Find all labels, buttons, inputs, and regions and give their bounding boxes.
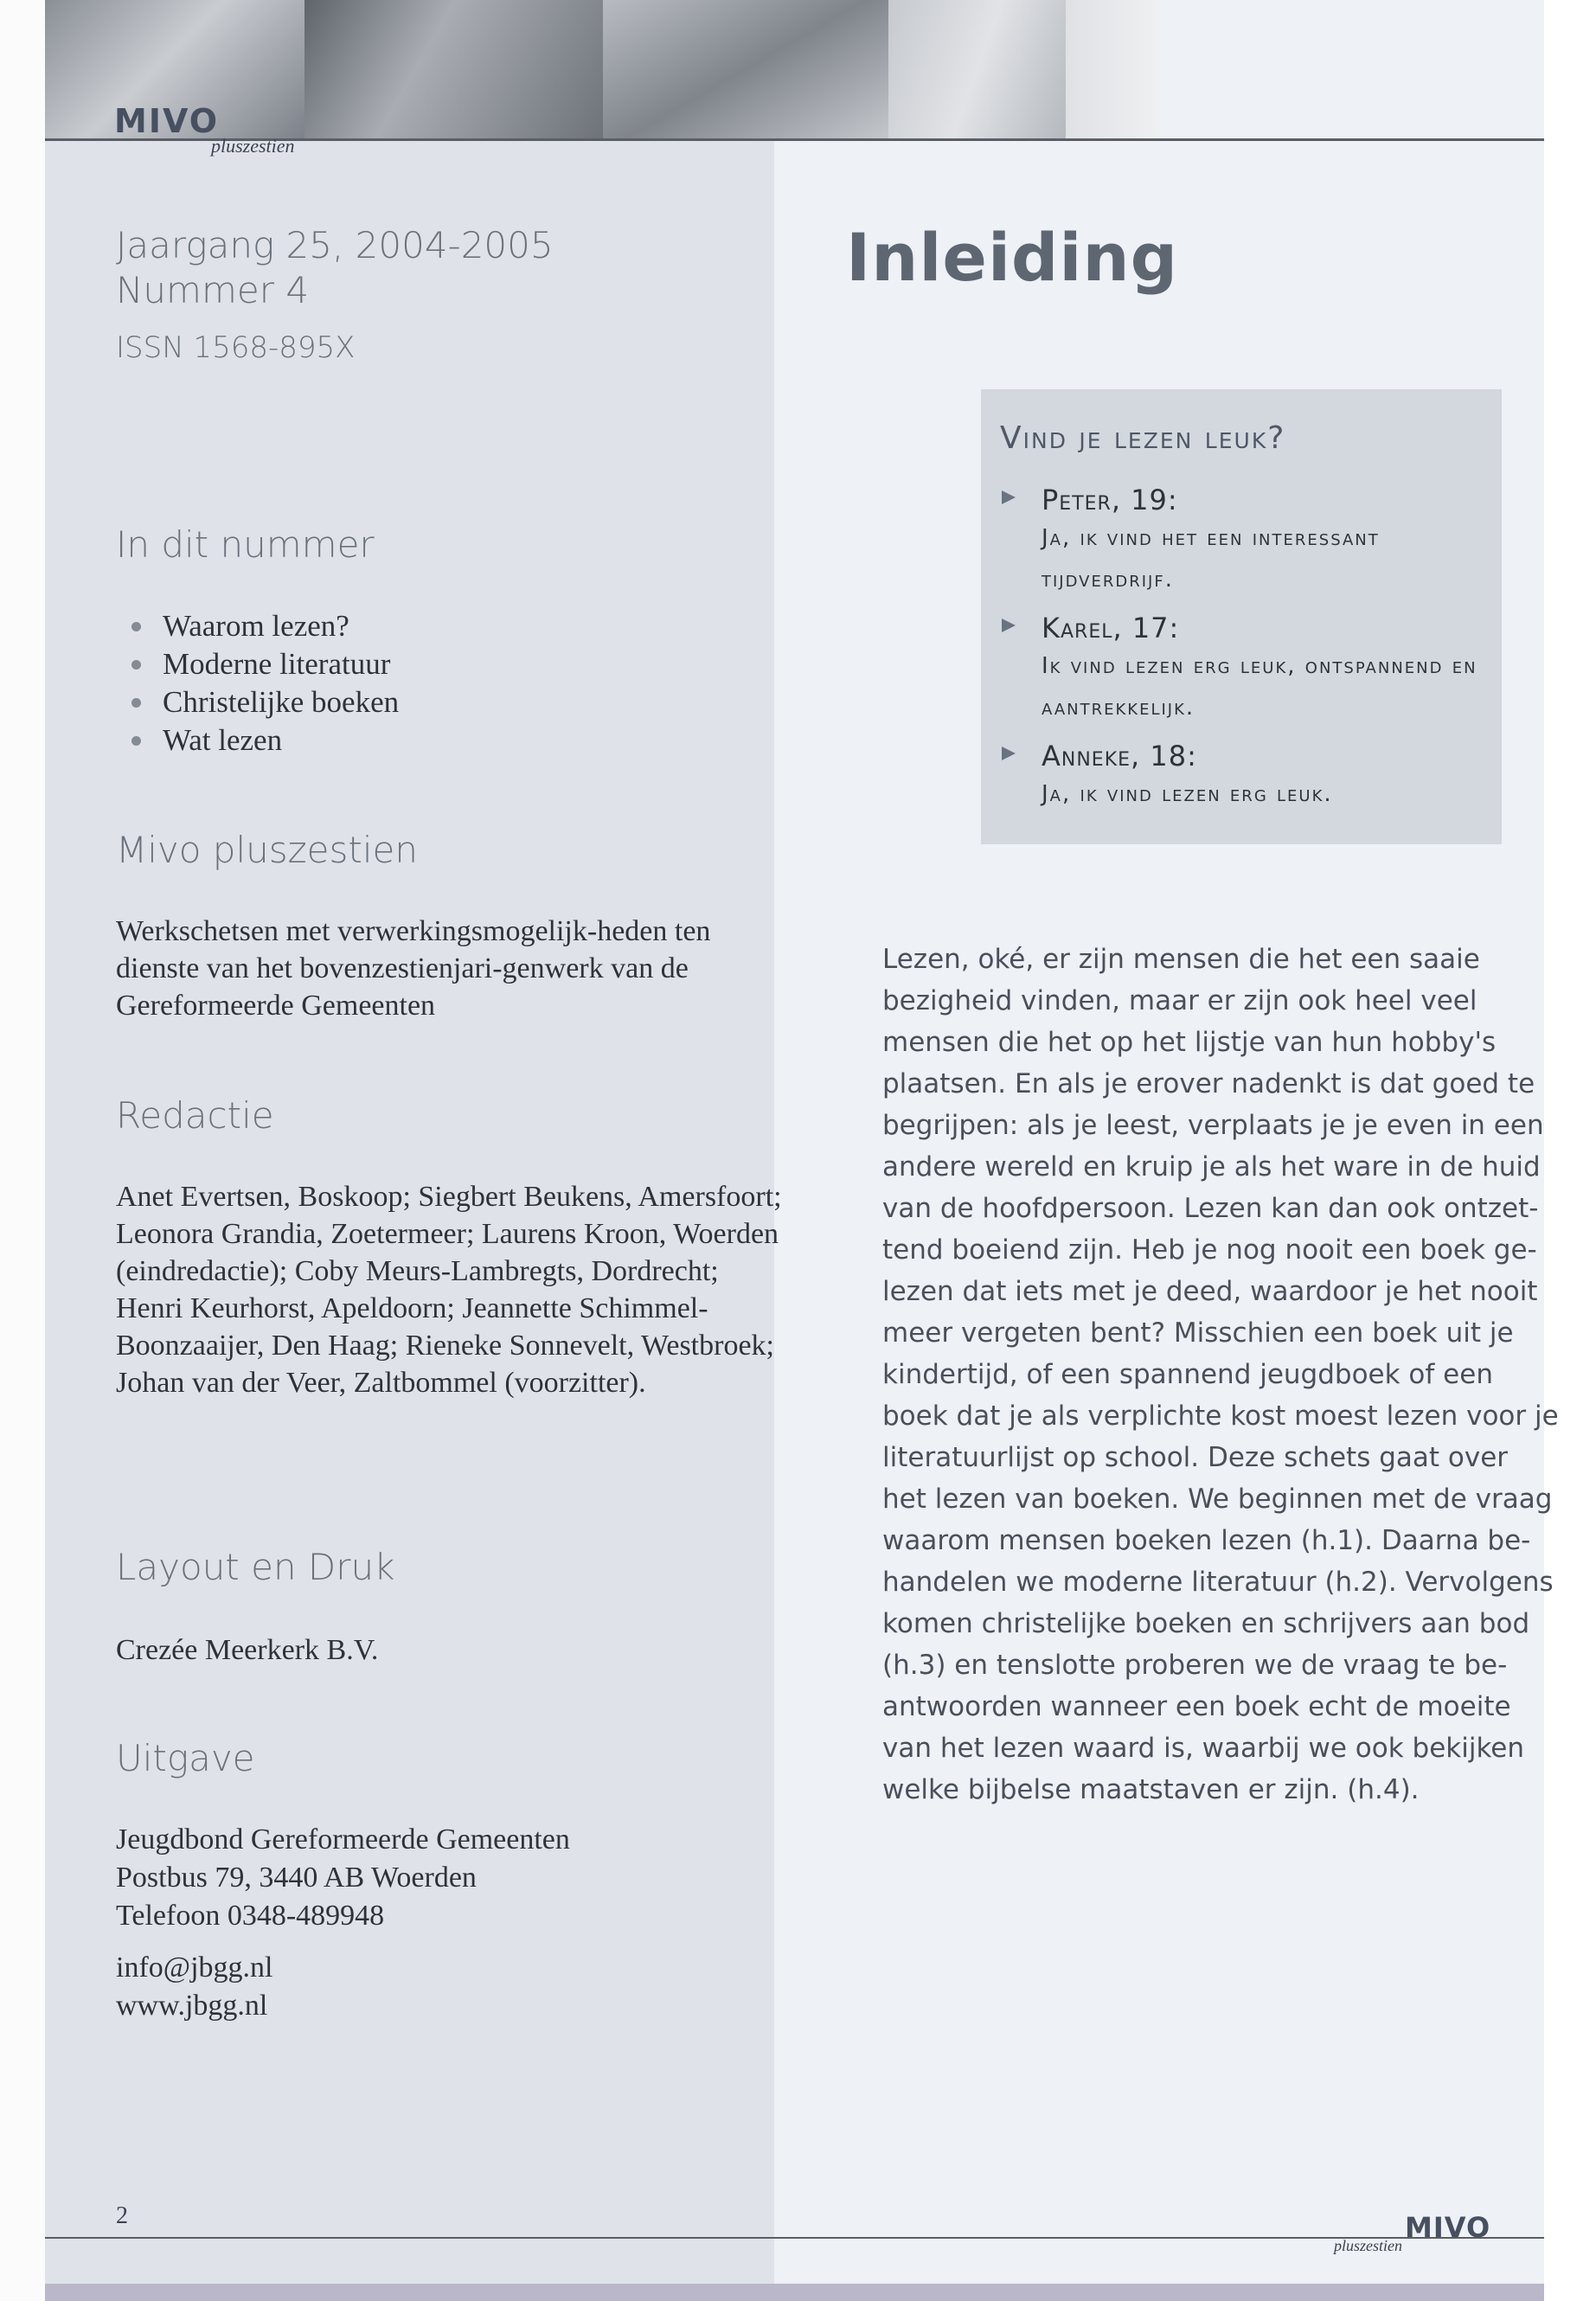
contents-item: Moderne literatuur xyxy=(125,645,399,683)
footer-logo xyxy=(1334,2211,1491,2254)
logo-mark: MIVO xyxy=(114,102,219,140)
quote-box xyxy=(981,389,1502,844)
quote-item xyxy=(1000,611,1502,728)
page-number: 2 xyxy=(116,2202,128,2229)
quote-text: Ja, ik vind lezen erg leuk. xyxy=(1042,781,1333,807)
uitgave-email[interactable]: info@jbgg.nl xyxy=(116,1952,273,1984)
mivo-heading: Mivo pluszestien xyxy=(116,829,419,871)
bottom-edge-strip xyxy=(45,2284,1544,2301)
header-photo xyxy=(304,0,603,138)
quote-name: Karel, 17: xyxy=(1042,612,1180,644)
page-title: Inleiding xyxy=(846,219,1178,296)
issue-info xyxy=(116,223,554,367)
footer-rule xyxy=(45,2237,1544,2239)
header-photo xyxy=(888,0,1066,138)
quote-name: Peter, 19: xyxy=(1042,484,1178,516)
logo-subtitle: pluszestien xyxy=(211,135,295,157)
header-photo xyxy=(1066,0,1161,138)
redactie-heading: Redactie xyxy=(116,1094,274,1137)
contents-item: Wat lezen xyxy=(125,721,399,760)
contents-list xyxy=(125,607,399,760)
footer-logo-mark: MIVO xyxy=(1405,2211,1491,2244)
triangle-bullet-icon xyxy=(1002,490,1016,504)
quote-text: Ja, ik vind het een interessant tijdverdrijf. xyxy=(1042,525,1380,593)
issue-volume: Jaargang 25, 2004-2005 xyxy=(116,224,554,266)
issue-number: Nummer 4 xyxy=(116,269,310,311)
scan-margin xyxy=(0,0,45,2301)
layout-text: Crezée Meerkerk B.V. xyxy=(116,1634,379,1666)
triangle-bullet-icon xyxy=(1002,619,1016,632)
quote-name: Anneke, 18: xyxy=(1042,740,1197,772)
mivo-description: Werkschetsen met verwerkingsmogelijk-heden ten dienste van het bovenzestienjari-genwerk van de Gereformeerde Gemeenten xyxy=(116,915,711,1022)
header-photo xyxy=(603,0,888,138)
contents-item: Christelijke boeken xyxy=(125,683,399,721)
triangle-bullet-icon xyxy=(1002,747,1016,760)
contents-item: Waarom lezen? xyxy=(125,607,399,645)
uitgave-org: Jeugdbond Gereformeerde Gemeenten xyxy=(116,1823,570,1856)
mivo-logo xyxy=(114,102,295,157)
intro-paragraph: Lezen, oké, er zijn mensen die het een saaie bezigheid vinden, maar er zijn ook heel veel mensen die het op het lijstje van hun hobby's plaatsen. En als je erover nadenkt is dat goed te begrijpen: als je leest, verplaats je je even in een andere wereld en kruip je als het ware in de huid van de hoofdpersoon. Lezen kan dan ook ontzet-tend boeiend zijn. Heb je nog nooit een boek ge-lezen dat iets met je deed, waardoor je het nooit meer vergeten bent? Misschien een boek uit je kindertijd, of een spannend jeugdboek of een boek dat je als verplichte kost moest lezen voor je literatuurlijst op school. Deze schets gaat over het lezen van boeken. We beginnen met de vraag waarom mensen boeken lezen (h.1). Daarna be-handelen we moderne literatuur (h.2). Vervolgens komen christelijke boeken en schrijvers aan bod (h.3) en tenslotte proberen we de vraag te be-antwoorden wanneer een boek echt de moeite van het lezen waard is, waarbij we ook bekijken welke bijbelse maatstaven er zijn. (h.4). xyxy=(882,944,1559,1805)
issue-issn: ISSN 1568-895X xyxy=(116,330,356,365)
magazine-page xyxy=(45,0,1559,2301)
layout-heading: Layout en Druk xyxy=(116,1546,395,1588)
redactie-text: Anet Evertsen, Boskoop; Siegbert Beukens, Amersfoort; Leonora Grandia, Zoetermeer; Laurens Kroon, Woerden (eindredactie); Coby Meurs-Lambregts, Dordrecht; Henri Keurhorst, Apeldoorn; Jeannette Schimmel-Boonzaaijer, Den Haag; Rieneke Sonnevelt, Westbroek; Johan van der Veer, Zaltbommel (voorzitter). xyxy=(116,1181,782,1399)
uitgave-website[interactable]: www.jbgg.nl xyxy=(116,1990,268,2022)
in-dit-nummer-heading: In dit nummer xyxy=(116,523,375,566)
uitgave-address: Postbus 79, 3440 AB Woerden xyxy=(116,1862,477,1894)
quote-list xyxy=(1000,483,1502,825)
quote-box-title: Vind je lezen leuk? xyxy=(1000,420,1286,456)
footer-logo-subtitle: pluszestien xyxy=(1334,2237,1402,2254)
uitgave-phone: Telefoon 0348-489948 xyxy=(116,1900,385,1932)
quote-text: Ik vind lezen erg leuk, ontspannend en aantrekkelijk. xyxy=(1042,653,1477,721)
uitgave-heading: Uitgave xyxy=(116,1737,255,1779)
quote-item xyxy=(1000,739,1502,815)
quote-item xyxy=(1000,483,1502,600)
